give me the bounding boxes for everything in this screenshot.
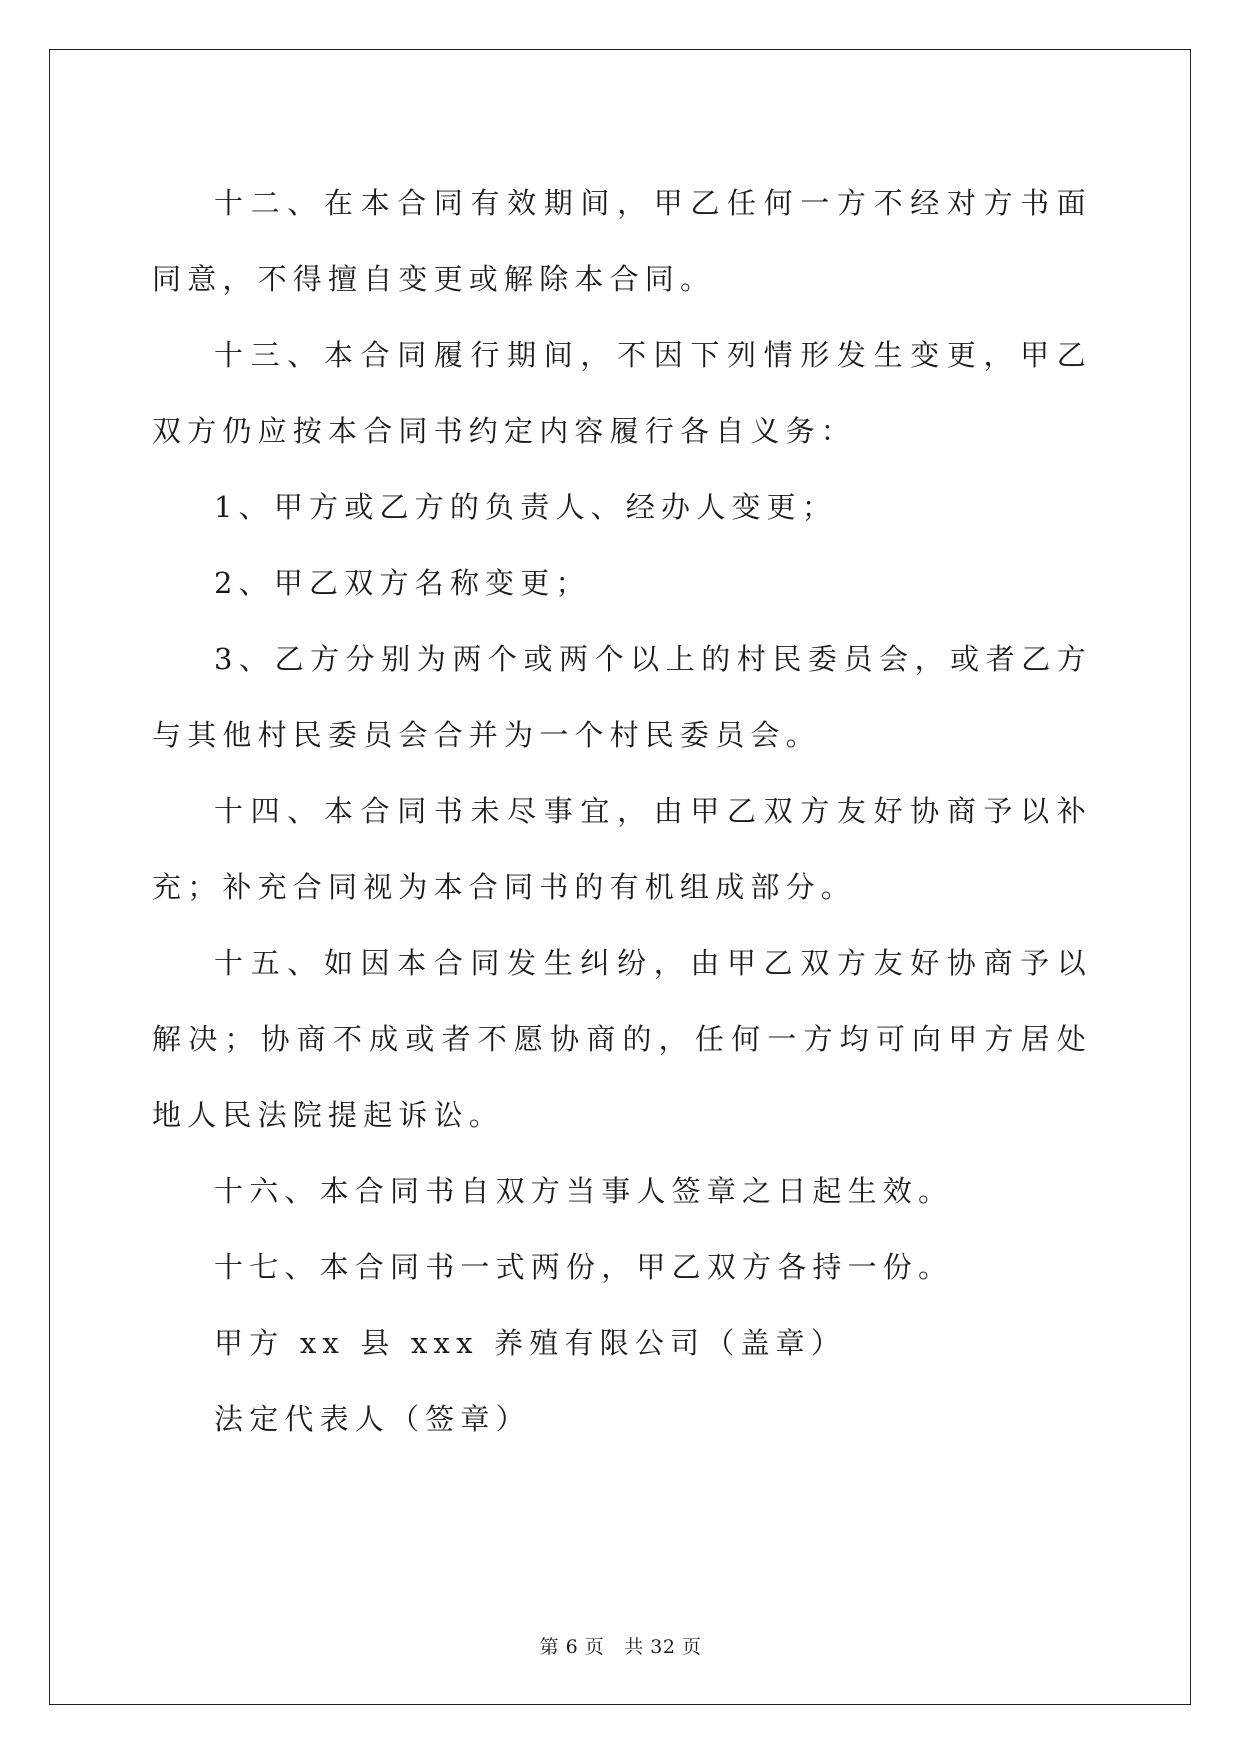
party-a-signature-line: 甲方 xx 县 xxx 养殖有限公司（盖章） xyxy=(214,1326,847,1360)
clause-13-item-1: 1、甲方或乙方的负责人、经办人变更； xyxy=(214,490,838,524)
document-body xyxy=(152,165,1092,1457)
current-page-number: 第 6 页 xyxy=(539,1636,605,1658)
legal-representative-line: 法定代表人（签章） xyxy=(214,1402,531,1436)
clause-16: 十六、本合同书自双方当事人签章之日起生效。 xyxy=(214,1174,954,1208)
clause-13-item-3: 3、乙方分别为两个或两个以上的村民委员会，或者乙方与其他村民委员会合并为一个村民委员会。 xyxy=(152,642,1092,752)
clause-13-item-2: 2、甲乙双方名称变更； xyxy=(214,566,591,600)
clause-14: 十四、本合同书未尽事宜，由甲乙双方友好协商予以补充；补充合同视为本合同书的有机组成部分。 xyxy=(152,794,1092,904)
clause-17: 十七、本合同书一式两份，甲乙双方各持一份。 xyxy=(214,1250,954,1284)
clause-15: 十五、如因本合同发生纠纷，由甲乙双方友好协商予以解决；协商不成或者不愿协商的，任何一方均可向甲方居处地人民法院提起诉讼。 xyxy=(152,946,1092,1132)
clause-13: 十三、本合同履行期间，不因下列情形发生变更，甲乙双方仍应按本合同书约定内容履行各自义务： xyxy=(152,338,1092,448)
total-page-count: 共 32 页 xyxy=(624,1636,702,1658)
clause-12: 十二、在本合同有效期间，甲乙任何一方不经对方书面同意，不得擅自变更或解除本合同。 xyxy=(152,186,1092,296)
page-footer xyxy=(0,1632,1241,1659)
